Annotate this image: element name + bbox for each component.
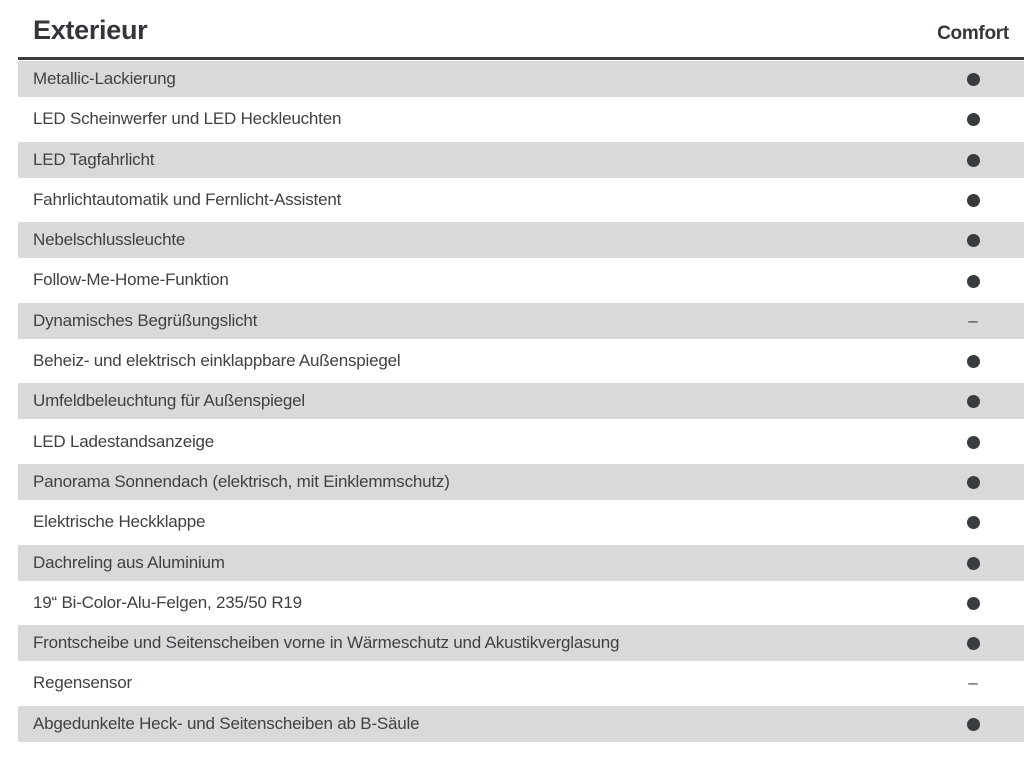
included-dot-icon: [967, 557, 980, 570]
included-dot-icon: [967, 476, 980, 489]
equipment-table: [18, 13, 1024, 742]
feature-label: Panorama Sonnendach (elektrisch, mit Einklemmschutz): [33, 471, 450, 491]
feature-row: [18, 504, 1024, 540]
page-title: Exterieur: [33, 15, 148, 45]
header-divider: [18, 57, 1024, 60]
comfort-value: [928, 706, 1024, 742]
included-dot-icon: [967, 154, 980, 167]
included-dot-icon: [967, 597, 980, 610]
feature-row: [18, 142, 1024, 178]
feature-label: Regensensor: [33, 673, 132, 693]
feature-label: Follow-Me-Home-Funktion: [33, 270, 229, 290]
feature-label: LED Ladestandsanzeige: [33, 431, 215, 451]
not-included-dash-icon: –: [968, 673, 978, 693]
comfort-value: [928, 343, 1024, 379]
comfort-value: [928, 464, 1024, 500]
feature-row: [18, 545, 1024, 581]
included-dot-icon: [967, 275, 980, 288]
not-included-dash-icon: –: [968, 310, 978, 330]
comfort-value: [928, 504, 1024, 540]
feature-row: [18, 222, 1024, 258]
included-dot-icon: [967, 234, 980, 247]
comfort-value: [928, 142, 1024, 178]
feature-row: [18, 262, 1024, 298]
feature-label: Abgedunkelte Heck- und Seitenscheiben ab B-Säule: [33, 713, 420, 733]
feature-table-body: [18, 61, 1024, 742]
comfort-value: [928, 222, 1024, 258]
included-dot-icon: [967, 436, 980, 449]
comfort-value: [928, 61, 1024, 97]
comfort-value: [928, 101, 1024, 137]
table-header: [18, 13, 1024, 47]
included-dot-icon: [967, 73, 980, 86]
feature-row: [18, 101, 1024, 137]
feature-row: [18, 343, 1024, 379]
feature-label: Dachreling aus Aluminium: [33, 552, 225, 572]
feature-row: [18, 585, 1024, 621]
feature-label: Beheiz- und elektrisch einklappbare Außenspiegel: [33, 351, 401, 371]
comfort-value: [928, 383, 1024, 419]
feature-label: 19“ Bi-Color-Alu-Felgen, 235/50 R19: [33, 592, 302, 612]
included-dot-icon: [967, 395, 980, 408]
feature-label: Fahrlichtautomatik und Fernlicht-Assistent: [33, 189, 342, 209]
included-dot-icon: [967, 194, 980, 207]
comfort-value: [928, 182, 1024, 218]
included-dot-icon: [967, 718, 980, 731]
feature-label: Umfeldbeleuchtung für Außenspiegel: [33, 391, 305, 411]
feature-label: Nebelschlussleuchte: [33, 230, 186, 250]
feature-row: [18, 383, 1024, 419]
comfort-value: [928, 625, 1024, 661]
included-dot-icon: [967, 355, 980, 368]
feature-label: Metallic-Lackierung: [33, 69, 176, 88]
included-dot-icon: [967, 516, 980, 529]
feature-row: [18, 706, 1024, 742]
comfort-value: [928, 545, 1024, 581]
comfort-value: [928, 424, 1024, 460]
feature-row: [18, 464, 1024, 500]
feature-label: LED Scheinwerfer und LED Heckleuchten: [33, 109, 342, 129]
feature-label: Elektrische Heckklappe: [33, 512, 206, 532]
comfort-value: [928, 262, 1024, 298]
column-header-comfort: Comfort: [937, 23, 1009, 44]
included-dot-icon: [967, 637, 980, 650]
feature-row: [18, 182, 1024, 218]
feature-row: [18, 625, 1024, 661]
feature-label: Dynamisches Begrüßungslicht: [33, 310, 258, 330]
included-dot-icon: [967, 113, 980, 126]
feature-row: [18, 424, 1024, 460]
feature-row: [18, 665, 1024, 701]
feature-row: [18, 61, 1024, 97]
feature-label: LED Tagfahrlicht: [33, 149, 155, 169]
feature-row: [18, 303, 1024, 339]
feature-label: Frontscheibe und Seitenscheiben vorne in Wärmeschutz und Akustikverglasung: [33, 633, 620, 653]
comfort-value: [928, 585, 1024, 621]
